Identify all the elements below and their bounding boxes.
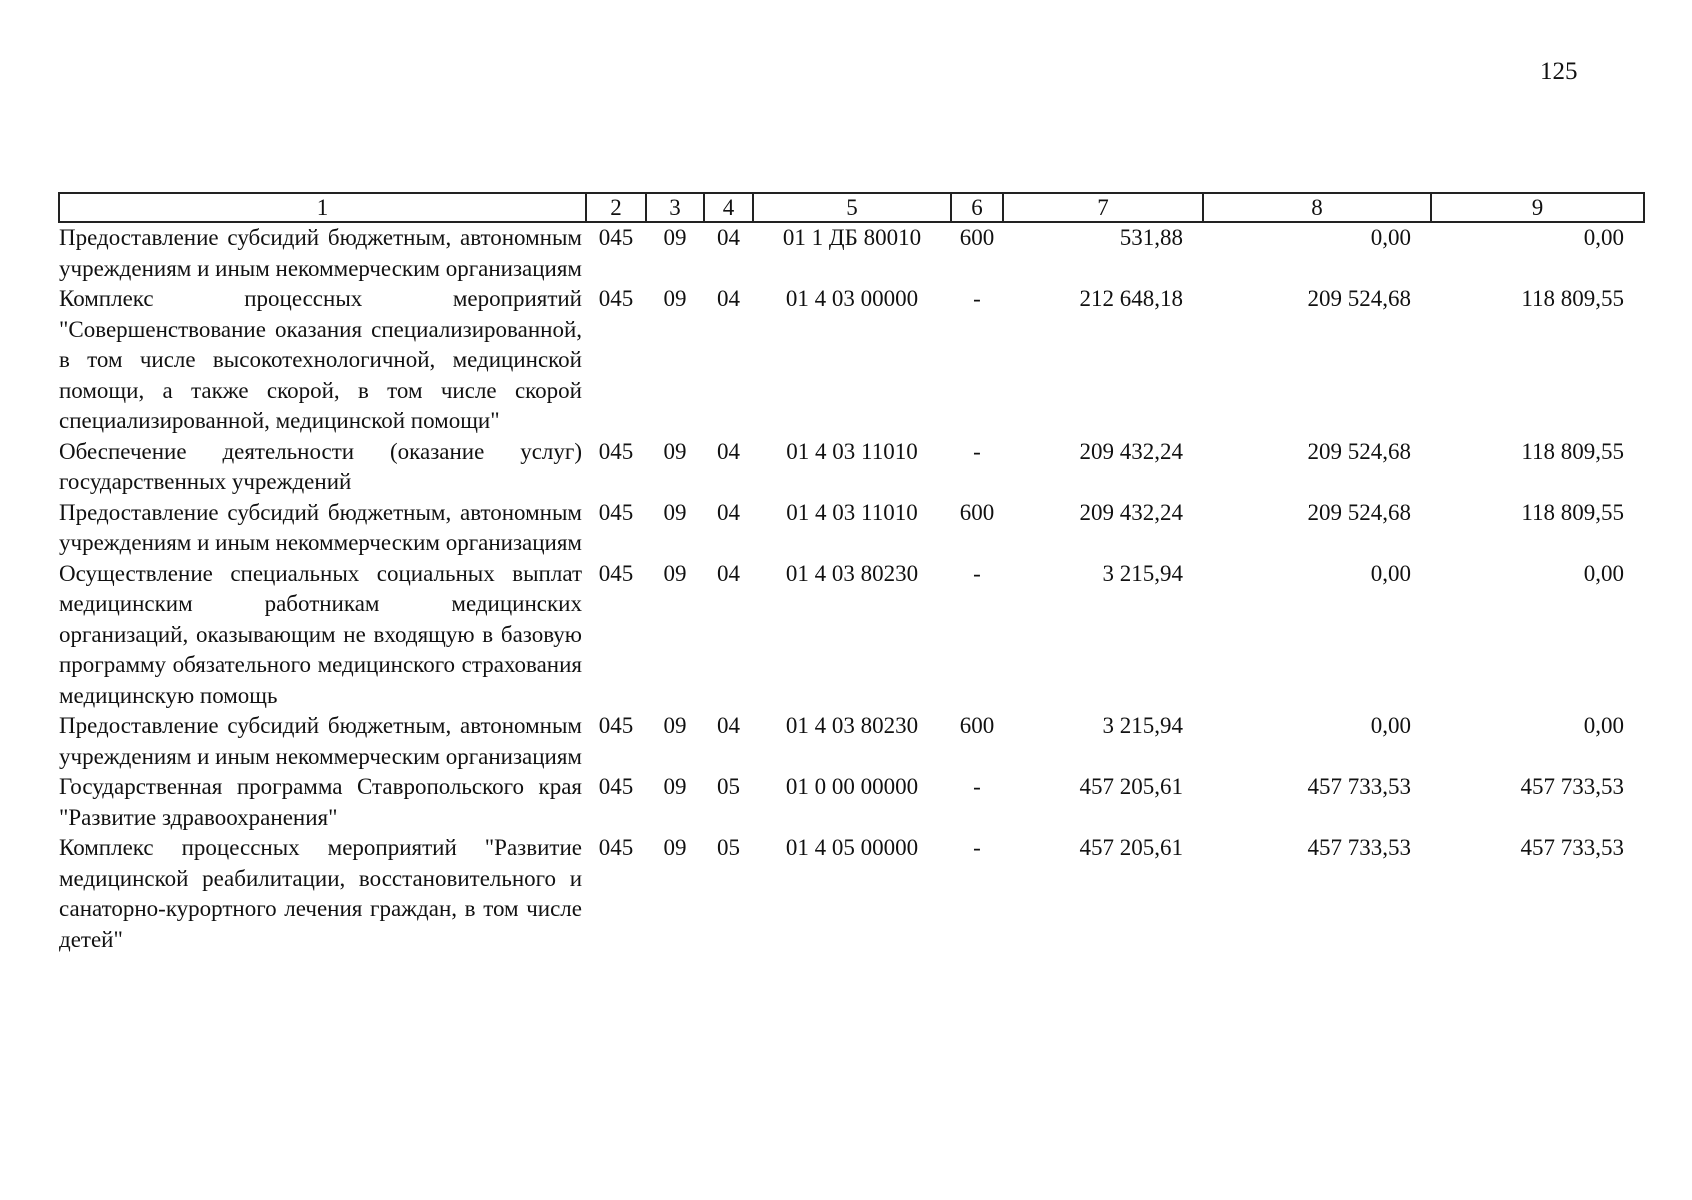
row-amount-7: 209 432,24 (1079, 499, 1183, 525)
header-col-8: 8 (1203, 193, 1431, 222)
row-amount-7: 212 648,18 (1079, 286, 1183, 311)
row-amount-7: 457 205,61 (1079, 774, 1183, 799)
row-amount-8: 0,00 (1370, 713, 1411, 738)
table-row (59, 772, 1644, 833)
row-ministry-code: 045 (598, 774, 634, 799)
row-expense-type: - (973, 286, 981, 311)
table-header (59, 193, 1644, 222)
budget-table (58, 192, 1645, 955)
row-amount-8: 209 524,68 (1307, 286, 1411, 311)
row-section-code: 09 (663, 774, 687, 799)
row-expense-type: - (973, 835, 981, 860)
row-target-code: 01 4 03 00000 (785, 286, 919, 311)
row-amount-7: 531,88 (1119, 225, 1183, 250)
header-col-3: 3 (646, 193, 704, 222)
row-subsection-code: 05 (717, 835, 740, 860)
row-amount-8: 457 733,53 (1307, 774, 1411, 799)
row-amount-7: 3 215,94 (1102, 713, 1183, 738)
row-subsection-code: 04 (717, 713, 740, 738)
row-expense-type: - (973, 560, 981, 586)
row-target-code: 01 0 00 00000 (785, 774, 919, 799)
row-target-code: 01 4 03 11010 (786, 438, 918, 464)
row-amount-9: 118 809,55 (1521, 286, 1624, 311)
row-expense-type: - (973, 438, 981, 464)
table-row (59, 498, 1644, 559)
header-col-2: 2 (586, 193, 646, 222)
header-col-4: 4 (704, 193, 753, 222)
header-col-5: 5 (753, 193, 951, 222)
row-name: Комплекс процессных мероприятий "Совершенствование оказания специализированной, в том числе высокотехнологичной, медицинской помощи, а также скорой, в том числе скорой специализированной, медицинской помощи" (59, 286, 582, 433)
table-row (59, 284, 1644, 437)
row-amount-7: 457 205,61 (1079, 835, 1183, 860)
row-amount-8: 457 733,53 (1307, 835, 1411, 860)
row-target-code: 01 1 ДБ 80010 (782, 225, 922, 250)
table-row (59, 711, 1644, 772)
row-target-code: 01 4 03 11010 (786, 499, 918, 525)
table-row (59, 559, 1644, 712)
row-amount-9: 457 733,53 (1520, 835, 1624, 860)
row-ministry-code: 045 (598, 560, 634, 586)
row-expense-type: 600 (959, 225, 995, 250)
row-section-code: 09 (663, 225, 687, 250)
row-subsection-code: 05 (717, 774, 740, 799)
row-name: Обеспечение деятельности (оказание услуг) государственных учреждений (59, 438, 582, 494)
row-amount-8: 209 524,68 (1307, 438, 1411, 464)
row-subsection-code: 04 (717, 438, 740, 464)
row-target-code: 01 4 03 80230 (785, 713, 919, 738)
table-row (59, 833, 1644, 955)
header-col-1: 1 (59, 193, 586, 222)
header-col-7: 7 (1003, 193, 1203, 222)
row-amount-7: 3 215,94 (1102, 560, 1183, 586)
page-number: 125 (1540, 58, 1578, 85)
header-col-6: 6 (951, 193, 1003, 222)
table-body (59, 222, 1644, 955)
row-section-code: 09 (663, 713, 687, 738)
row-amount-9: 0,00 (1583, 713, 1624, 738)
row-ministry-code: 045 (598, 499, 634, 525)
table-row (59, 437, 1644, 498)
row-expense-type: 600 (959, 713, 995, 738)
row-name: Комплекс процессных мероприятий "Развитие медицинской реабилитации, восстановительного и санаторно-курортного лечения граждан, в том числе детей" (59, 835, 582, 952)
row-target-code: 01 4 05 00000 (785, 835, 919, 860)
row-ministry-code: 045 (598, 835, 634, 860)
row-subsection-code: 04 (717, 225, 740, 250)
row-subsection-code: 04 (717, 560, 740, 586)
row-amount-9: 457 733,53 (1520, 774, 1624, 799)
row-section-code: 09 (663, 560, 687, 586)
row-expense-type: 600 (959, 499, 995, 525)
row-ministry-code: 045 (598, 438, 634, 464)
row-subsection-code: 04 (717, 499, 740, 525)
header-col-9: 9 (1431, 193, 1644, 222)
row-name: Государственная программа Ставропольского края "Развитие здравоохранения" (59, 774, 582, 830)
row-ministry-code: 045 (598, 286, 634, 311)
row-expense-type: - (973, 774, 981, 799)
row-ministry-code: 045 (598, 713, 634, 738)
row-name: Предоставление субсидий бюджетным, автономным учреждениям и иным некоммерческим организациям (59, 499, 582, 555)
row-amount-8: 0,00 (1370, 225, 1411, 250)
row-section-code: 09 (663, 438, 687, 464)
row-amount-8: 0,00 (1370, 560, 1411, 586)
row-section-code: 09 (663, 499, 687, 525)
row-amount-9: 118 809,55 (1521, 499, 1624, 525)
row-name: Предоставление субсидий бюджетным, автономным учреждениям и иным некоммерческим организациям (59, 713, 582, 769)
row-subsection-code: 04 (717, 286, 740, 311)
row-section-code: 09 (663, 286, 687, 311)
row-amount-9: 118 809,55 (1521, 438, 1624, 464)
row-name: Предоставление субсидий бюджетным, автономным учреждениям и иным некоммерческим организациям (59, 225, 582, 281)
row-amount-8: 209 524,68 (1307, 499, 1411, 525)
row-section-code: 09 (663, 835, 687, 860)
row-ministry-code: 045 (598, 225, 634, 250)
row-amount-9: 0,00 (1583, 225, 1624, 250)
table-row (59, 222, 1644, 284)
row-amount-7: 209 432,24 (1079, 438, 1183, 464)
row-target-code: 01 4 03 80230 (785, 560, 919, 586)
row-amount-9: 0,00 (1583, 560, 1624, 586)
header-row (59, 193, 1644, 222)
row-name: Осуществление специальных социальных выплат медицинским работникам медицинских организаций, оказывающим не входящую в базовую программу обязательного медицинского страхования медицинскую помощь (59, 560, 582, 708)
